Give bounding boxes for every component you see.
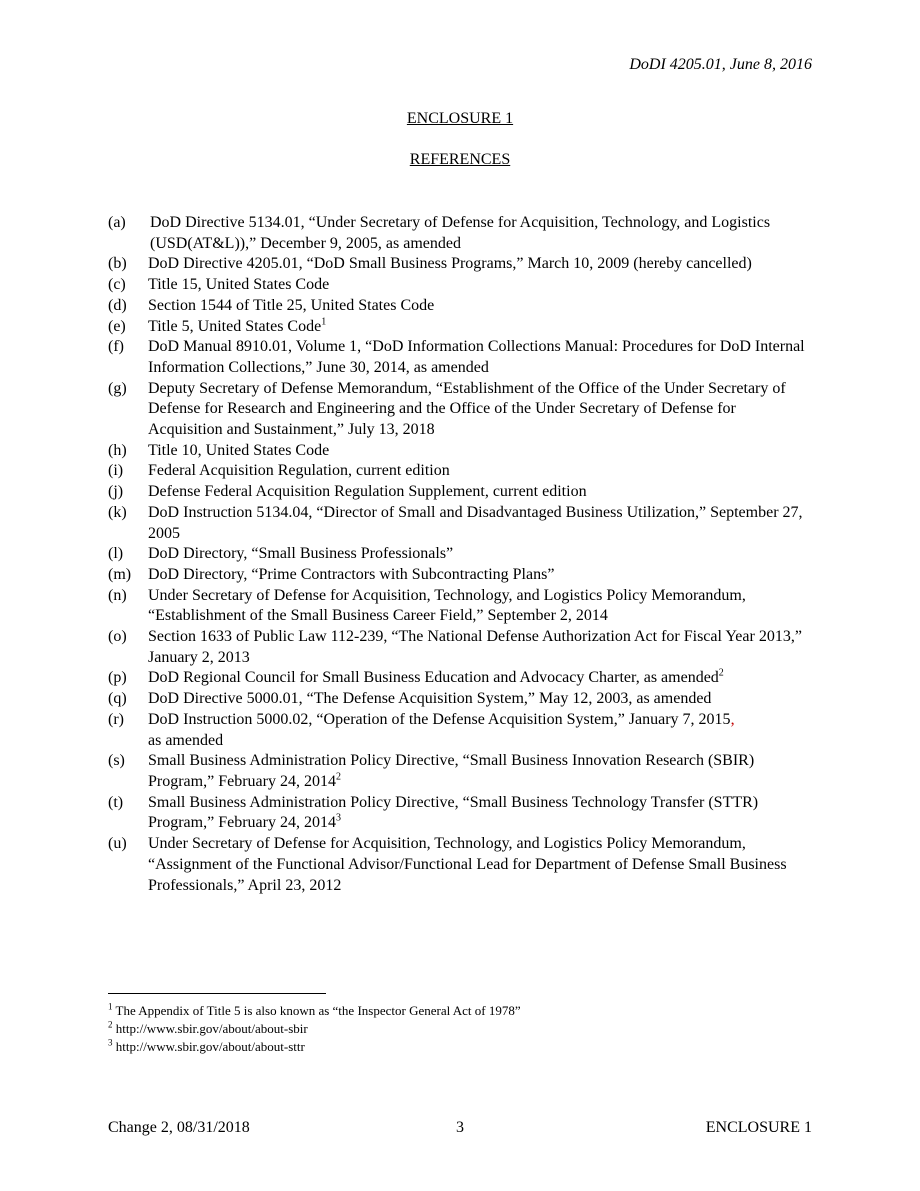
reference-item	[108, 254, 808, 275]
reference-text	[148, 668, 808, 689]
reference-letter: (n)	[108, 586, 127, 604]
reference-letter: (e)	[108, 317, 126, 335]
reference-text-main: Under Secretary of Defense for Acquisition, Technology, and Logistics Policy Memorandum, “Establishment of the Small Business Career Field,” September 2, 2014	[148, 586, 746, 625]
footnote-number: 2	[108, 1019, 113, 1030]
reference-text	[148, 627, 808, 668]
reference-text-main: Under Secretary of Defense for Acquisition, Technology, and Logistics Policy Memorandum, “Assignment of the Functional Advisor/Functional Lead for Department of Defense Small Business Professionals,” April 23, 2012	[148, 835, 787, 894]
reference-text-main: DoD Directive 5134.01, “Under Secretary of Defense for Acquisition, Technology, and Logistics (USD(AT&L)),” December 9, 2005, as amended	[150, 214, 771, 252]
reference-item	[108, 586, 808, 627]
revision-mark: ,	[730, 710, 735, 728]
reference-text-main: DoD Manual 8910.01, Volume 1, “DoD Information Collections Manual: Procedures for DoD Internal Information Collections,” June 30, 2014, as amended	[148, 338, 805, 376]
footnotes	[108, 1002, 808, 1056]
running-header: DoDI 4205.01, June 8, 2016	[629, 56, 812, 73]
reference-letter: (k)	[108, 503, 127, 521]
reference-letter: (d)	[108, 296, 127, 314]
reference-letter: (j)	[108, 483, 124, 501]
footnote-marker: 2	[718, 668, 724, 680]
reference-text-main: Title 5, United States Code	[148, 317, 322, 335]
reference-item	[108, 441, 808, 462]
reference-letter: (b)	[108, 255, 127, 273]
reference-text	[148, 834, 808, 896]
reference-text	[148, 317, 808, 338]
reference-text-main: DoD Directive 5000.01, “The Defense Acquisition System,” May 12, 2003, as amended	[148, 690, 712, 708]
reference-item	[108, 565, 808, 586]
reference-letter: (p)	[108, 669, 127, 687]
reference-letter: (i)	[108, 462, 124, 480]
references-list	[108, 213, 808, 896]
reference-letter: (o)	[108, 628, 127, 646]
reference-text	[148, 710, 808, 751]
reference-text-main: DoD Instruction 5000.02, “Operation of the Defense Acquisition System,” January 7, 2015	[148, 710, 731, 728]
reference-letter: (t)	[108, 793, 124, 811]
footnote	[108, 1020, 808, 1038]
footnote-divider	[108, 993, 326, 994]
footnote-text: http://www.sbir.gov/about/about-sbir	[115, 1021, 308, 1036]
reference-item	[108, 627, 808, 668]
footer-enclosure: ENCLOSURE 1	[705, 1119, 812, 1136]
reference-text-main: DoD Instruction 5134.04, “Director of Small and Disadvantaged Business Utilization,” September 27, 2005	[148, 503, 803, 542]
reference-letter: (u)	[108, 835, 127, 853]
reference-text	[148, 461, 808, 482]
reference-item	[108, 317, 808, 338]
reference-item	[108, 482, 808, 503]
references-title: REFERENCES	[409, 151, 511, 168]
reference-text-main: Title 15, United States Code	[148, 276, 330, 294]
reference-text-main: Small Business Administration Policy Directive, “Small Business Innovation Research (SBIR) Program,” February 24, 2014	[148, 752, 755, 790]
reference-text	[148, 503, 808, 544]
reference-item	[108, 793, 808, 834]
reference-text-continued: as amended	[148, 731, 224, 749]
reference-item	[108, 337, 808, 378]
reference-item	[108, 710, 808, 751]
footnote-text: The Appendix of Title 5 is also known as “the Inspector General Act of 1978”	[115, 1003, 521, 1018]
reference-text-main: DoD Regional Council for Small Business Education and Advocacy Charter, as amended	[148, 669, 719, 687]
reference-item	[108, 668, 808, 689]
reference-item	[108, 544, 808, 565]
reference-item	[108, 379, 808, 441]
reference-letter: (g)	[108, 379, 127, 397]
reference-text	[148, 296, 808, 317]
reference-text	[148, 213, 808, 254]
reference-letter: (a)	[108, 214, 126, 231]
footnote-number: 1	[108, 1001, 113, 1012]
reference-text-main: Federal Acquisition Regulation, current edition	[148, 462, 450, 480]
page-number: 3	[456, 1119, 464, 1136]
reference-item	[108, 461, 808, 482]
page-footer	[108, 1119, 812, 1139]
reference-text	[148, 751, 808, 792]
reference-item	[108, 213, 808, 254]
footnote-marker: 1	[321, 316, 327, 328]
reference-item	[108, 503, 808, 544]
reference-text	[148, 441, 808, 462]
reference-item	[108, 275, 808, 296]
footer-change-date: Change 2, 08/31/2018	[108, 1119, 250, 1136]
footnote-text: http://www.sbir.gov/about/about-sttr	[115, 1039, 305, 1054]
reference-text-main: DoD Directory, “Small Business Professionals”	[148, 545, 454, 563]
reference-text	[148, 275, 808, 296]
footnote	[108, 1002, 808, 1020]
reference-text	[148, 793, 808, 834]
footnote-number: 3	[108, 1037, 113, 1048]
reference-letter: (r)	[108, 710, 124, 728]
reference-item	[108, 689, 808, 710]
reference-item	[108, 751, 808, 792]
reference-text	[148, 586, 808, 627]
reference-letter: (q)	[108, 690, 127, 708]
reference-text-main: Defense Federal Acquisition Regulation Supplement, current edition	[148, 483, 587, 501]
reference-text	[148, 254, 808, 275]
reference-text-main: DoD Directory, “Prime Contractors with Subcontracting Plans”	[148, 565, 555, 583]
footnote-marker: 3	[335, 813, 341, 825]
reference-text	[148, 544, 808, 565]
reference-text-main: Section 1544 of Title 25, United States Code	[148, 296, 435, 314]
reference-letter: (c)	[108, 276, 126, 294]
reference-text-main: DoD Directive 4205.01, “DoD Small Business Programs,” March 10, 2009 (hereby cancelled)	[148, 255, 752, 273]
reference-text	[148, 565, 808, 586]
reference-item	[108, 834, 808, 896]
reference-letter: (f)	[108, 338, 124, 356]
reference-letter: (l)	[108, 545, 124, 563]
reference-letter: (s)	[108, 752, 125, 770]
reference-text	[148, 482, 808, 503]
reference-text-main: Small Business Administration Policy Directive, “Small Business Technology Transfer (STTR) Program,” February 24, 2014	[148, 793, 759, 832]
reference-text-main: Section 1633 of Public Law 112-239, “The National Defense Authorization Act for Fiscal Year 2013,” January 2, 2013	[148, 628, 802, 666]
reference-letter: (m)	[108, 565, 132, 583]
reference-text	[148, 379, 808, 441]
enclosure-title: ENCLOSURE 1	[406, 110, 514, 127]
reference-letter: (h)	[108, 441, 127, 459]
reference-text	[148, 337, 808, 378]
reference-text-main: Title 10, United States Code	[148, 441, 330, 459]
reference-text	[148, 689, 808, 710]
reference-item	[108, 296, 808, 317]
footnote-marker: 2	[335, 771, 341, 783]
reference-text-main: Deputy Secretary of Defense Memorandum, “Establishment of the Office of the Under Secretary of Defense for Research and Engineering and the Office of the Under Secretary of Defense for Acquisition and Sustainment,” July 13, 2018	[148, 379, 786, 439]
footnote	[108, 1038, 808, 1056]
